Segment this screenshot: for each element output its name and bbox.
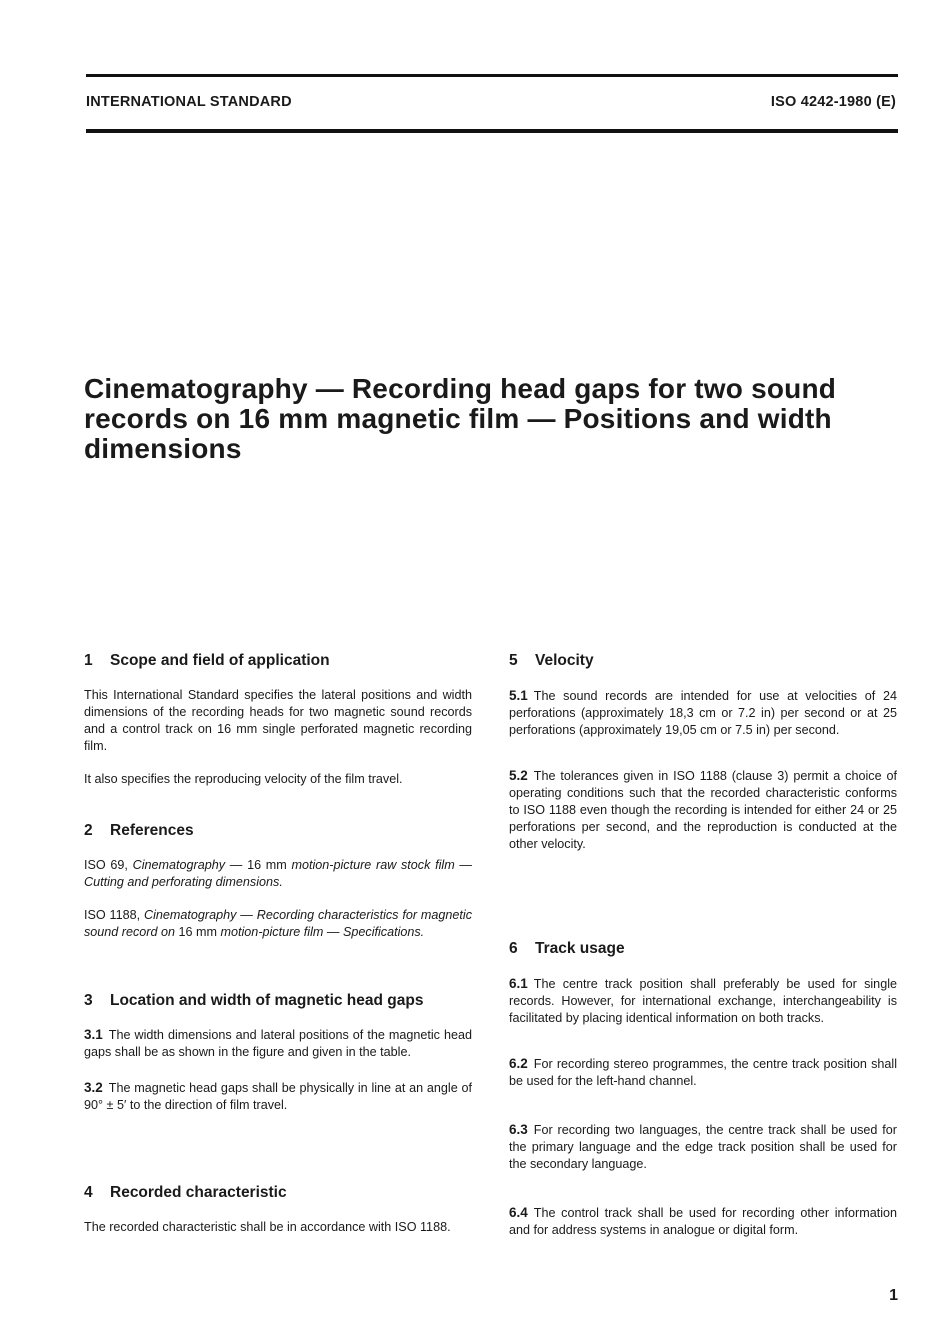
document-type: INTERNATIONAL STANDARD (86, 94, 292, 110)
clause-6-4: 6.4 The control track shall be used for recording other information and for address systems in analogue or digital form. (509, 1205, 897, 1237)
header-rule-bottom (86, 129, 898, 133)
section-heading: 1 Scope and field of application (84, 652, 330, 669)
section-recorded-characteristic (84, 1184, 472, 1236)
reference-iso-69: ISO 69, Cinematography — 16 mm motion-picture raw stock film — Cutting and perforating dimensions. (84, 858, 473, 889)
paragraph: This International Standard specifies the lateral positions and width dimensions of the recording heads for two magnetic sound records and a control track on 16 mm single perforated magnetic recording film. (84, 688, 472, 753)
standard-number: ISO 4242-1980 (E) (770, 94, 896, 110)
clause-6-3: 6.3 For recording two languages, the centre track shall be used for the primary language and the edge track position shall be used for the secondary language. (509, 1122, 897, 1171)
clause-3-1: 3.1 The width dimensions and lateral positions of the magnetic head gaps shall be as shown in the figure and given in the table. (84, 1027, 472, 1059)
section-heading: 5 Velocity (509, 652, 594, 669)
reference-iso-1188: ISO 1188, Cinematography — Recording characteristics for magnetic sound record on 16 mm motion-picture film — Specifications. (84, 908, 472, 939)
clause-6-1: 6.1 The centre track position shall preferably be used for single records. However, for international exchange, interchangeability is facilitated by placing identical information on both tracks. (509, 976, 897, 1025)
section-head-gaps (84, 992, 472, 1114)
clause-5-1: 5.1 The sound records are intended for use at velocities of 24 perforations (approximately 18,3 cm or 7.2 in) per second or at 25 perforations (approximately 19,05 cm or 7.5 in) per second. (509, 688, 897, 737)
section-track-usage (509, 940, 897, 1239)
clause-3-2: 3.2 The magnetic head gaps shall be physically in line at an angle of 90° ± 5′ to the direction of film travel. (84, 1080, 472, 1112)
section-heading: 6 Track usage (509, 940, 625, 957)
section-references (84, 822, 472, 941)
paragraph: It also specifies the reproducing velocity of the film travel. (84, 772, 403, 786)
paragraph: The recorded characteristic shall be in accordance with ISO 1188. (84, 1220, 451, 1234)
clause-6-2: 6.2 For recording stereo programmes, the centre track position shall be used for the left-hand channel. (509, 1056, 897, 1088)
page-number: 1 (889, 1287, 898, 1304)
section-heading: 3 Location and width of magnetic head gaps (84, 992, 424, 1009)
header-rule-top (86, 74, 898, 77)
section-scope (84, 652, 472, 788)
page-title: Cinematography — Recording head gaps for two sound records on 16 mm magnetic film — Positions and width dimensions (84, 373, 837, 464)
section-heading: 2 References (84, 822, 194, 839)
clause-5-2: 5.2 The tolerances given in ISO 1188 (clause 3) permit a choice of operating conditions such that the recorded characteristic conforms to ISO 1188 even though the recording is intended for either 24 or 25 perforations per second, and the reproduction is conducted at the other velocity. (509, 768, 897, 851)
section-heading: 4 Recorded characteristic (84, 1184, 287, 1201)
section-velocity (509, 652, 897, 853)
